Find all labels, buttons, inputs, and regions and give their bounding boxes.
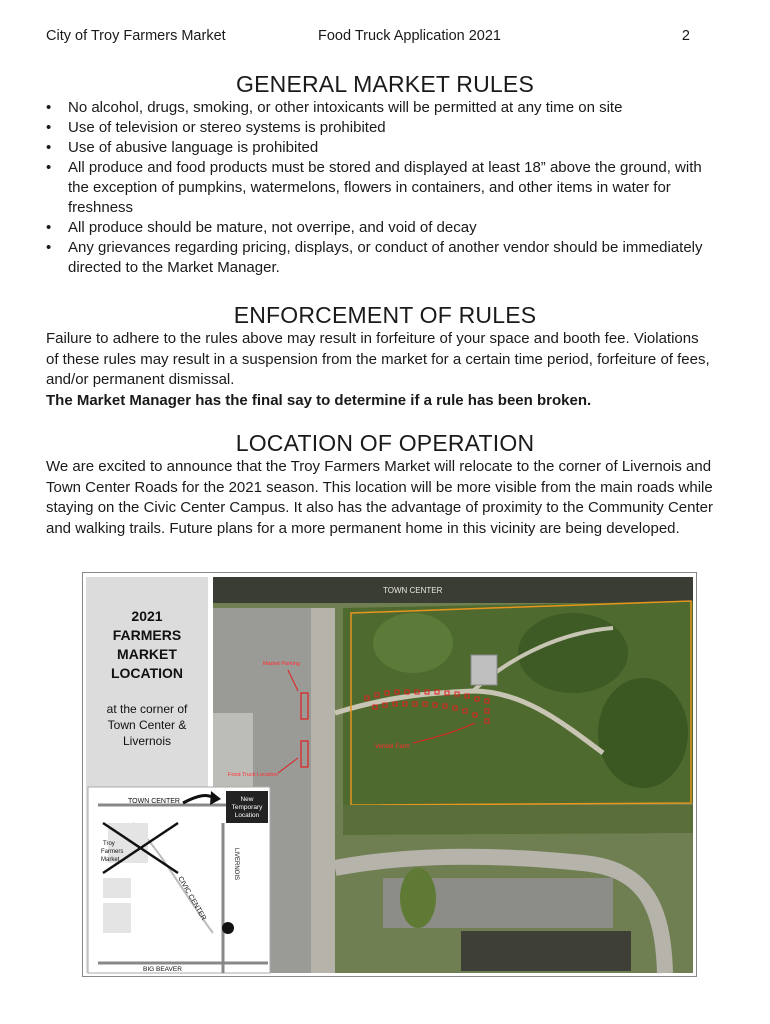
compass-icon [222, 922, 234, 934]
inset-civic-center: CIVIC CENTER [176, 875, 208, 922]
map-subtitle-line: Town Center & [107, 718, 187, 732]
general-rules-heading: GENERAL MARKET RULES [236, 71, 534, 97]
rule-item: • No alcohol, drugs, smoking, or other intoxicants will be permitted at any time on site [46, 98, 716, 118]
vendor-farm-label: Vendor Farm [375, 744, 410, 750]
location-text: We are excited to announce that the Troy Farmers Market will relocate to the corner of Livernois and Town Center Roads for the 2021 season. This location will be more visible from the main roads while staying on the Civic Center Campus. It also has the advantage of proximity to the Community Center and walking trails. Future plans for a more permanent home in this vicinity are being developed. [46, 458, 713, 537]
livernois-road [311, 608, 335, 973]
enforcement-heading: ENFORCEMENT OF RULES [233, 302, 537, 328]
map-title-line: FARMERS [112, 627, 182, 643]
rule-item: • Any grievances regarding pricing, displays, or conduct of another vendor should be immediately directed to the Market Manager. [46, 238, 716, 278]
new-location-line: Location [234, 812, 260, 819]
inset-livernois: LIVERNOIS [233, 848, 239, 881]
map-title-line: LOCATION [110, 665, 184, 681]
map-title-line: 2021 [131, 608, 163, 624]
header-left: City of Troy Farmers Market [46, 28, 226, 44]
inset-big-beaver: BIG BEAVER [143, 966, 182, 973]
parking-label: Market Parking [263, 661, 300, 667]
food-truck-label: Food Truck Location [228, 772, 278, 778]
rule-item: • All produce should be mature, not overripe, and void of decay [46, 218, 716, 238]
rule-item: • Use of abusive language is prohibited [46, 138, 716, 158]
general-rules-list [46, 98, 716, 278]
old-location-line: Farmers [101, 849, 124, 855]
new-location-line: Temporary [231, 804, 263, 811]
old-location-line: Troy [103, 841, 115, 847]
map-subtitle-line: at the corner of [106, 702, 188, 716]
page-header [46, 28, 690, 46]
map-title-line: MARKET [117, 646, 177, 662]
enforcement-bold: The Market Manager has the final say to determine if a rule has been broken. [46, 391, 592, 409]
enforcement-text [46, 329, 714, 411]
rule-item: • Use of television or stereo systems is prohibited [46, 118, 716, 138]
road-label-top: TOWN CENTER [383, 586, 443, 595]
inset-town-center: TOWN CENTER [128, 798, 180, 805]
new-location-line: New [240, 796, 254, 803]
page-number: 2 [681, 28, 690, 44]
rule-item: • All produce and food products must be stored and displayed at least 18” above the ground, with the exception of pumpkins, watermelons, flowers in containers, and other items in water for freshness [46, 158, 716, 218]
map-subtitle-line: Livernois [122, 734, 172, 748]
header-center: Food Truck Application 2021 [318, 28, 501, 44]
old-location-line: Market [101, 857, 120, 863]
location-heading: LOCATION OF OPERATION [235, 430, 535, 456]
enforcement-body: Failure to adhere to the rules above may result in forfeiture of your space and booth fee. Violations of these rules may result in a suspension from the market for a certain time period, forfeiture of fees, and/or permanent dismissal. [46, 330, 710, 388]
location-map [82, 572, 697, 977]
